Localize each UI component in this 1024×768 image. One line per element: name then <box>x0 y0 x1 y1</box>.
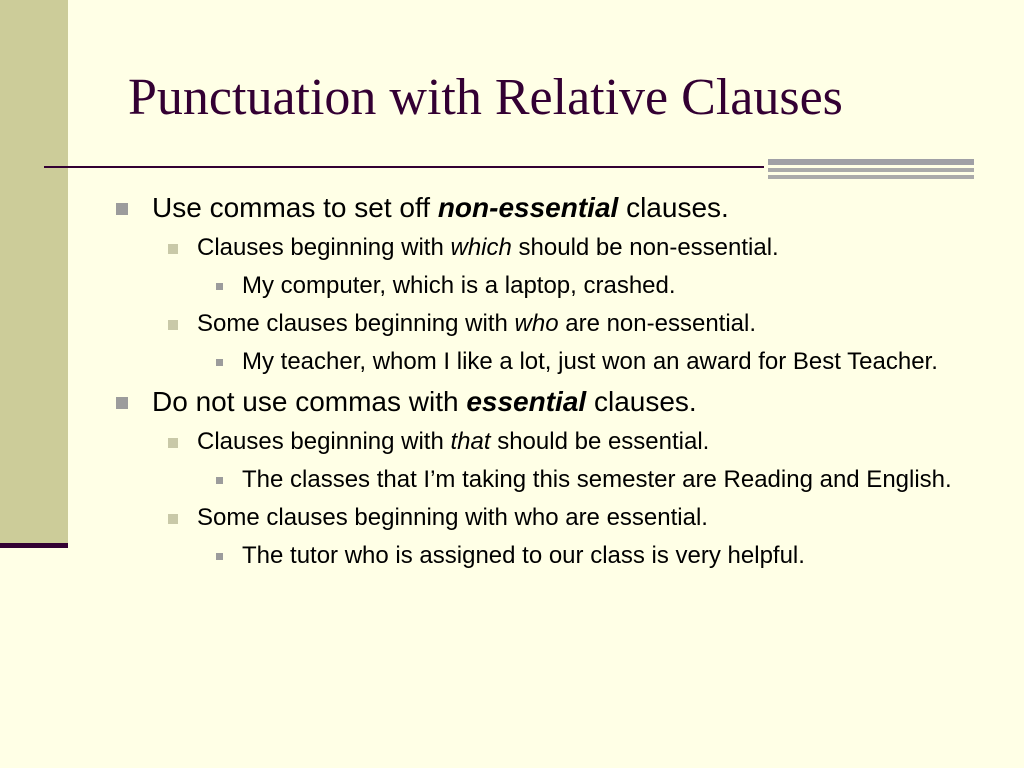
square-bullet-icon <box>116 203 128 215</box>
bullet-emphasis: which <box>450 234 512 261</box>
bullet-text: My computer, which is a laptop, crashed. <box>242 272 676 299</box>
square-bullet-icon <box>216 283 223 290</box>
bullet-text: are non-essential. <box>558 310 757 337</box>
square-bullet-icon <box>168 514 178 524</box>
bullet-text: The tutor who is assigned to our class is very helpful. <box>242 542 805 569</box>
bullet-text: Some clauses beginning with who are essential. <box>197 504 708 531</box>
slide-body <box>112 184 972 572</box>
bullet-text: My teacher, whom I like a lot, just won an award for Best Teacher. <box>242 348 938 375</box>
accent-bar <box>768 175 974 179</box>
bullet-text: The classes that I’m taking this semester are Reading and English. <box>242 466 952 493</box>
bullet-text: should be non-essential. <box>511 234 779 261</box>
bullet-emphasis: essential <box>466 386 587 417</box>
bullet-level2 <box>112 232 972 264</box>
bullet-level3 <box>112 270 972 302</box>
bullet-text: Use commas to set off <box>152 192 438 223</box>
bullet-text: should be essential. <box>490 428 710 455</box>
bullet-text: clauses. <box>586 386 697 417</box>
title-underline-rule <box>44 166 764 168</box>
square-bullet-icon <box>216 359 223 366</box>
bullet-text: Do not use commas with <box>152 386 467 417</box>
bullet-level2 <box>112 308 972 340</box>
bullet-level1 <box>112 190 972 226</box>
square-bullet-icon <box>216 477 223 484</box>
accent-bar <box>768 159 974 165</box>
bullet-text: clauses. <box>618 192 729 223</box>
bullet-level2 <box>112 426 972 458</box>
square-bullet-icon <box>216 553 223 560</box>
bullet-text: Clauses beginning with <box>197 428 451 455</box>
slide-title: Punctuation with Relative Clauses <box>128 69 843 126</box>
bullet-emphasis: who <box>514 310 559 337</box>
bullet-text: Clauses beginning with <box>197 234 451 261</box>
bullet-level3 <box>112 540 972 572</box>
square-bullet-icon <box>168 320 178 330</box>
accent-bars-decor <box>768 159 974 182</box>
bullet-level3 <box>112 346 972 378</box>
bullet-level2 <box>112 502 972 534</box>
square-bullet-icon <box>116 397 128 409</box>
square-bullet-icon <box>168 438 178 448</box>
left-band-rule <box>0 543 68 548</box>
square-bullet-icon <box>168 244 178 254</box>
bullet-emphasis: non-essential <box>437 192 619 223</box>
bullet-text: Some clauses beginning with <box>197 310 515 337</box>
bullet-emphasis: that <box>450 428 491 455</box>
accent-bar <box>768 168 974 172</box>
left-decor-band <box>0 0 68 546</box>
bullet-level1 <box>112 384 972 420</box>
bullet-level3 <box>112 464 972 496</box>
